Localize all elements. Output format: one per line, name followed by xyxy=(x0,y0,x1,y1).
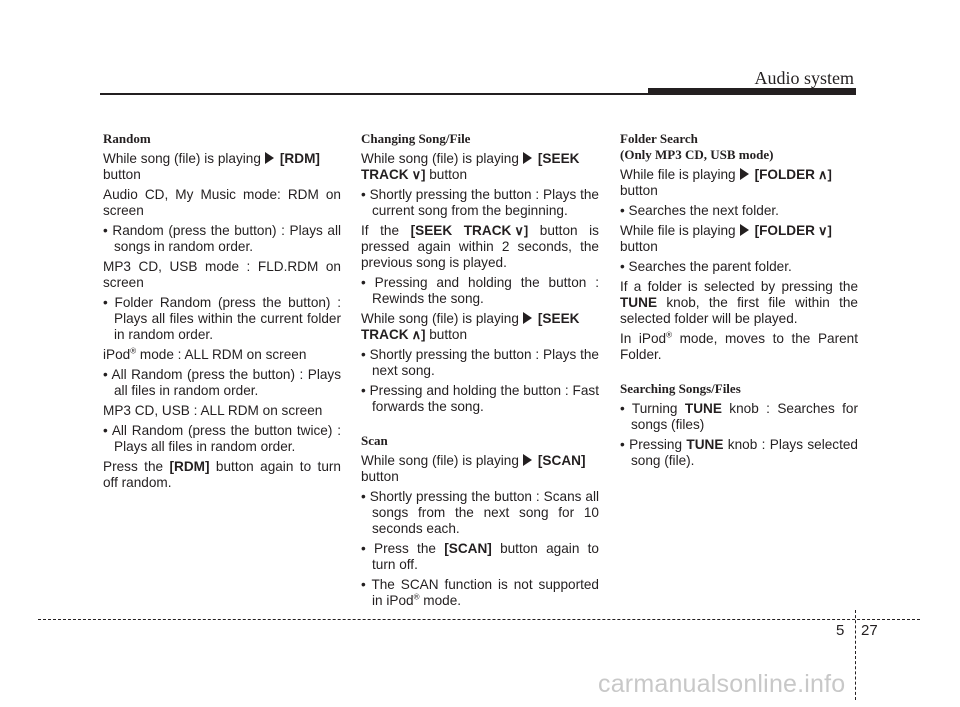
list-item: • Press the [SCAN] button again to turn off. xyxy=(361,541,599,572)
button-label: [SEEK TRACK xyxy=(410,223,512,238)
paragraph: Audio CD, My Music mode: RDM on screen xyxy=(103,187,341,218)
chevron-down-icon: ∨] xyxy=(514,223,529,238)
section-title-random: Random xyxy=(103,131,151,146)
button-label: [RDM] xyxy=(279,151,320,166)
paragraph: Press the [RDM] button again to turn off random. xyxy=(103,459,341,490)
paragraph: iPod® mode : ALL RDM on screen xyxy=(103,346,307,362)
list-item: • The SCAN function is not supported in iPod® mode. xyxy=(361,577,599,608)
section-title-scan: Scan xyxy=(361,433,388,448)
paragraph: If the [SEEK TRACK ∨] button is pressed again within 2 seconds, the previous song is played. xyxy=(361,223,599,270)
page-header-title: Audio system xyxy=(754,68,854,88)
knob-label: TUNE xyxy=(684,401,722,416)
section-subtitle: (Only MP3 CD, USB mode) xyxy=(620,147,774,162)
list-item: • Shortly pressing the button : Plays the current song from the beginning. xyxy=(361,187,599,218)
list-item: • Pressing and holding the button : Fast forwards the song. xyxy=(361,383,599,414)
list-item: • Searches the parent folder. xyxy=(620,259,792,274)
chevron-up-icon: ∧] xyxy=(818,167,832,182)
list-item: • Shortly pressing the button : Scans all songs from the next song for 10 seconds each. xyxy=(361,489,599,536)
paragraph: While song (file) is playing [SEEK TRACK ∧] button xyxy=(361,311,580,342)
button-label: [FOLDER xyxy=(754,167,816,182)
paragraph: While file is playing [FOLDER ∧] button xyxy=(620,167,832,198)
button-label: [SEEK TRACK xyxy=(361,311,580,342)
section-title-changing-song: Changing Song/File xyxy=(361,131,471,146)
list-item: • All Random (press the button) : Plays all files in random order. xyxy=(103,367,341,398)
arrow-icon xyxy=(523,312,532,324)
button-label: [SCAN] xyxy=(537,453,586,468)
list-item: • Pressing TUNE knob : Plays selected song (file). xyxy=(620,437,858,468)
column-changing-song xyxy=(361,131,599,613)
paragraph: In iPod® mode, moves to the Parent Folder. xyxy=(620,330,858,362)
list-item: • Random (press the button) : Plays all songs in random order. xyxy=(103,223,341,254)
list-item: • Turning TUNE knob : Searches for songs (files) xyxy=(620,401,858,432)
arrow-icon xyxy=(265,152,274,164)
paragraph: While song (file) is playing [SCAN] button xyxy=(361,453,586,484)
header-rule xyxy=(100,93,648,95)
footer-divider xyxy=(855,610,856,700)
section-title-folder-search: Folder Search xyxy=(620,131,698,146)
paragraph: MP3 CD, USB : ALL RDM on screen xyxy=(103,403,323,418)
footer-rule xyxy=(38,619,920,620)
arrow-icon xyxy=(740,168,749,180)
list-item: • Searches the next folder. xyxy=(620,203,779,218)
paragraph: While file is playing [FOLDER ∨] button xyxy=(620,223,832,254)
paragraph: While song (file) is playing [RDM] button xyxy=(103,151,320,182)
paragraph: While song (file) is playing [SEEK TRACK ∨] button xyxy=(361,151,580,182)
arrow-icon xyxy=(523,152,532,164)
chapter-number: 5 xyxy=(836,622,845,639)
section-title-searching-songs: Searching Songs/Files xyxy=(620,381,741,396)
knob-label: TUNE xyxy=(620,295,658,310)
column-folder-search xyxy=(620,131,858,473)
chevron-down-icon: ∨] xyxy=(411,167,426,182)
page-number: 27 xyxy=(861,622,878,639)
column-random xyxy=(103,131,341,495)
button-label: [RDM] xyxy=(169,459,210,474)
chevron-down-icon: ∨] xyxy=(818,223,832,238)
button-label: [FOLDER xyxy=(754,223,816,238)
chevron-up-icon: ∧] xyxy=(411,327,426,342)
paragraph: If a folder is selected by pressing the TUNE knob, the first file within the selected folder will be played. xyxy=(620,279,858,326)
button-label: [SCAN] xyxy=(444,541,492,556)
paragraph: MP3 CD, USB mode : FLD.RDM on screen xyxy=(103,259,341,290)
knob-label: TUNE xyxy=(686,437,724,452)
list-item: • Folder Random (press the button) : Plays all files within the current folder in random order. xyxy=(103,295,341,342)
list-item: • All Random (press the button twice) : Plays all files in random order. xyxy=(103,423,341,454)
header-rule-bar xyxy=(648,88,856,95)
button-label: [SEEK TRACK xyxy=(361,151,580,182)
arrow-icon xyxy=(523,454,532,466)
watermark: carmanualsonline.info xyxy=(598,670,846,698)
arrow-icon xyxy=(740,224,749,236)
list-item: • Pressing and holding the button : Rewinds the song. xyxy=(361,275,599,306)
list-item: • Shortly pressing the button : Plays the next song. xyxy=(361,347,599,378)
